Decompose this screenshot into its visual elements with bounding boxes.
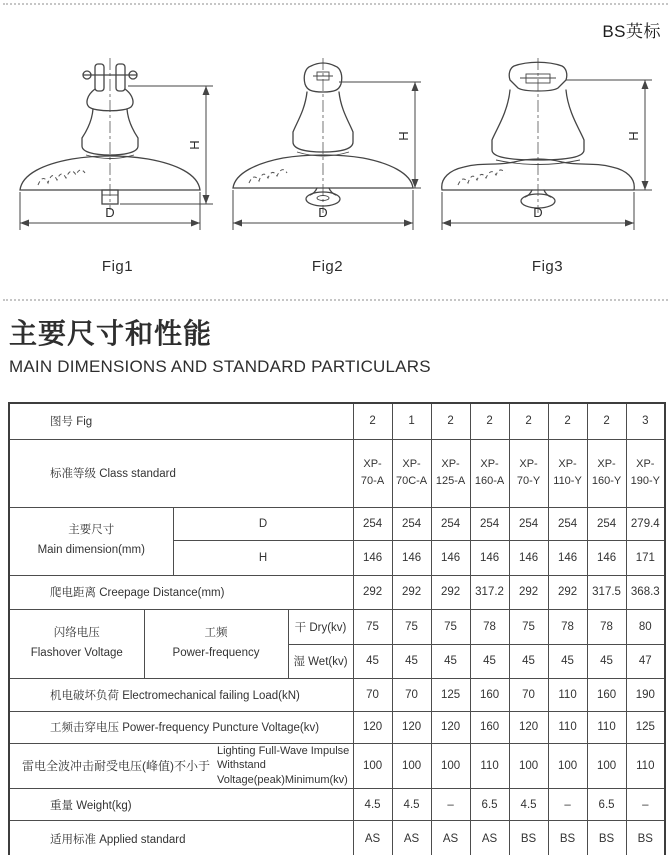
fig1-drawing xyxy=(10,58,225,256)
lightning-cell: 100 xyxy=(548,743,587,789)
puncture-cell: 110 xyxy=(548,711,587,743)
dry-label: 干 Dry(kv) xyxy=(288,609,353,644)
section-title-en: MAIN DIMENSIONS AND STANDARD PARTICULARS xyxy=(9,357,431,376)
puncture-cell: 110 xyxy=(587,711,626,743)
fig-cell: 2 xyxy=(470,403,509,439)
fig-cell: 3 xyxy=(626,403,665,439)
applied-cell: AS xyxy=(353,821,392,855)
standard-corner-label: BS英标 xyxy=(602,22,661,41)
row-weight xyxy=(9,789,665,821)
applied-cell: AS xyxy=(392,821,431,855)
lightning-cell: 100 xyxy=(392,743,431,789)
wet-cell: 45 xyxy=(470,644,509,678)
dim-d-cell: 279.4 xyxy=(626,507,665,540)
weight-cell: 4.5 xyxy=(392,789,431,821)
fig3-d-dim-label: D xyxy=(533,205,543,220)
dry-cell: 78 xyxy=(470,609,509,644)
fig1-h-dim-label: H xyxy=(187,140,202,150)
dry-cell: 75 xyxy=(431,609,470,644)
dim-d-cell: 254 xyxy=(353,507,392,540)
main-dimension-label: 主要尺寸 Main dimension(mm) xyxy=(9,507,173,575)
dim-d-cell: 254 xyxy=(470,507,509,540)
puncture-cell: 120 xyxy=(392,711,431,743)
fig-cell: 2 xyxy=(509,403,548,439)
puncture-cell: 120 xyxy=(509,711,548,743)
em-load-cell: 160 xyxy=(470,678,509,711)
dry-cell: 78 xyxy=(548,609,587,644)
figure-3 xyxy=(430,58,665,275)
puncture-cell: 125 xyxy=(626,711,665,743)
row-lightning-label: 雷电全波冲击耐受电压(峰值)不小于 Lighting Full-Wave Impulse Withstand Voltage(peak)Minimum(kv) xyxy=(9,743,353,789)
lightning-cell: 110 xyxy=(470,743,509,789)
class-cell: XP- 125-A xyxy=(431,439,470,507)
fig-cell: 2 xyxy=(353,403,392,439)
weight-cell: – xyxy=(626,789,665,821)
dim-h-label: H xyxy=(173,540,353,575)
wet-cell: 45 xyxy=(587,644,626,678)
em-load-cell: 70 xyxy=(509,678,548,711)
class-cell: XP- 70-A xyxy=(353,439,392,507)
dim-h-cell: 146 xyxy=(509,540,548,575)
row-dimension-d xyxy=(9,507,665,540)
fig2-h-dim-label: H xyxy=(396,131,411,141)
wet-cell: 45 xyxy=(509,644,548,678)
wet-cell: 45 xyxy=(353,644,392,678)
fig-cell: 2 xyxy=(548,403,587,439)
fig2-caption: Fig2 xyxy=(311,258,344,275)
weight-cell: 6.5 xyxy=(470,789,509,821)
row-creepage-label: 爬电距离 Creepage Distance(mm) xyxy=(9,575,353,609)
wet-cell: 45 xyxy=(548,644,587,678)
lightning-cell: 100 xyxy=(509,743,548,789)
lightning-cell: 100 xyxy=(353,743,392,789)
puncture-cell: 160 xyxy=(470,711,509,743)
class-cell: XP- 70C-A xyxy=(392,439,431,507)
fig2-d-dim-label: D xyxy=(318,205,328,220)
lightning-cell: 100 xyxy=(587,743,626,789)
dry-cell: 75 xyxy=(392,609,431,644)
weight-cell: – xyxy=(431,789,470,821)
applied-cell: BS xyxy=(626,821,665,855)
em-load-cell: 160 xyxy=(587,678,626,711)
row-flashover-dry xyxy=(9,609,665,644)
dim-h-cell: 146 xyxy=(431,540,470,575)
dry-cell: 80 xyxy=(626,609,665,644)
row-applied xyxy=(9,821,665,855)
spec-table xyxy=(8,402,666,855)
fig3-caption: Fig3 xyxy=(531,258,564,275)
dim-d-cell: 254 xyxy=(548,507,587,540)
row-creepage xyxy=(9,575,665,609)
weight-cell: 4.5 xyxy=(353,789,392,821)
lightning-cell: 110 xyxy=(626,743,665,789)
flashover-label: 闪络电压 Flashover Voltage xyxy=(9,609,144,678)
dim-h-cell: 146 xyxy=(470,540,509,575)
dim-d-cell: 254 xyxy=(431,507,470,540)
fig1-caption: Fig1 xyxy=(101,258,134,275)
dim-h-cell: 146 xyxy=(353,540,392,575)
creepage-cell: 368.3 xyxy=(626,575,665,609)
class-cell: XP- 190-Y xyxy=(626,439,665,507)
row-fig-label: 图号 Fig xyxy=(9,403,353,439)
lightning-cell: 100 xyxy=(431,743,470,789)
creepage-cell: 317.2 xyxy=(470,575,509,609)
wet-label: 湿 Wet(kv) xyxy=(288,644,353,678)
applied-cell: AS xyxy=(470,821,509,855)
fig3-h-dim-label: H xyxy=(626,131,641,141)
section-titles xyxy=(9,312,431,377)
power-frequency-label: 工频 Power-frequency xyxy=(144,609,288,678)
row-em-load-label: 机电破坏负荷 Electromechanical failing Load(kN) xyxy=(9,678,353,711)
dry-cell: 78 xyxy=(587,609,626,644)
row-weight-label: 重量 Weight(kg) xyxy=(9,789,353,821)
weight-cell: 4.5 xyxy=(509,789,548,821)
dry-cell: 75 xyxy=(509,609,548,644)
fig-cell: 2 xyxy=(587,403,626,439)
row-class-label: 标准等级 Class standard xyxy=(9,439,353,507)
figure-2 xyxy=(225,58,430,275)
em-load-cell: 190 xyxy=(626,678,665,711)
class-cell: XP- 160-A xyxy=(470,439,509,507)
weight-cell: – xyxy=(548,789,587,821)
middle-dotted-divider xyxy=(3,299,668,301)
fig-cell: 2 xyxy=(431,403,470,439)
em-load-cell: 70 xyxy=(353,678,392,711)
figure-1 xyxy=(10,58,225,275)
wet-cell: 45 xyxy=(392,644,431,678)
wet-cell: 47 xyxy=(626,644,665,678)
class-cell: XP- 110-Y xyxy=(548,439,587,507)
row-puncture xyxy=(9,711,665,743)
puncture-cell: 120 xyxy=(431,711,470,743)
creepage-cell: 292 xyxy=(431,575,470,609)
creepage-cell: 292 xyxy=(548,575,587,609)
row-class-standard xyxy=(9,439,665,507)
top-dotted-divider xyxy=(3,3,668,5)
fig3-drawing xyxy=(430,58,665,256)
dim-d-label: D xyxy=(173,507,353,540)
row-puncture-label: 工频击穿电压 Power-frequency Puncture Voltage(kv) xyxy=(9,711,353,743)
fig1-d-dim-label: D xyxy=(105,205,115,220)
creepage-cell: 292 xyxy=(392,575,431,609)
creepage-cell: 292 xyxy=(353,575,392,609)
row-applied-label: 适用标准 Applied standard xyxy=(9,821,353,855)
section-title-zh: 主要尺寸和性能 xyxy=(9,318,213,349)
insulator-figures xyxy=(10,58,665,275)
applied-cell: AS xyxy=(431,821,470,855)
em-load-cell: 125 xyxy=(431,678,470,711)
dim-h-cell: 146 xyxy=(548,540,587,575)
dry-cell: 75 xyxy=(353,609,392,644)
dim-d-cell: 254 xyxy=(587,507,626,540)
fig2-drawing xyxy=(225,58,430,256)
puncture-cell: 120 xyxy=(353,711,392,743)
class-cell: XP- 70-Y xyxy=(509,439,548,507)
wet-cell: 45 xyxy=(431,644,470,678)
dim-h-cell: 171 xyxy=(626,540,665,575)
applied-cell: BS xyxy=(587,821,626,855)
em-load-cell: 110 xyxy=(548,678,587,711)
applied-cell: BS xyxy=(548,821,587,855)
creepage-cell: 292 xyxy=(509,575,548,609)
weight-cell: 6.5 xyxy=(587,789,626,821)
row-em-load xyxy=(9,678,665,711)
creepage-cell: 317.5 xyxy=(587,575,626,609)
class-cell: XP- 160-Y xyxy=(587,439,626,507)
dim-d-cell: 254 xyxy=(509,507,548,540)
dim-d-cell: 254 xyxy=(392,507,431,540)
em-load-cell: 70 xyxy=(392,678,431,711)
row-fig xyxy=(9,403,665,439)
dim-h-cell: 146 xyxy=(392,540,431,575)
applied-cell: BS xyxy=(509,821,548,855)
dim-h-cell: 146 xyxy=(587,540,626,575)
fig-cell: 1 xyxy=(392,403,431,439)
row-lightning xyxy=(9,743,665,789)
